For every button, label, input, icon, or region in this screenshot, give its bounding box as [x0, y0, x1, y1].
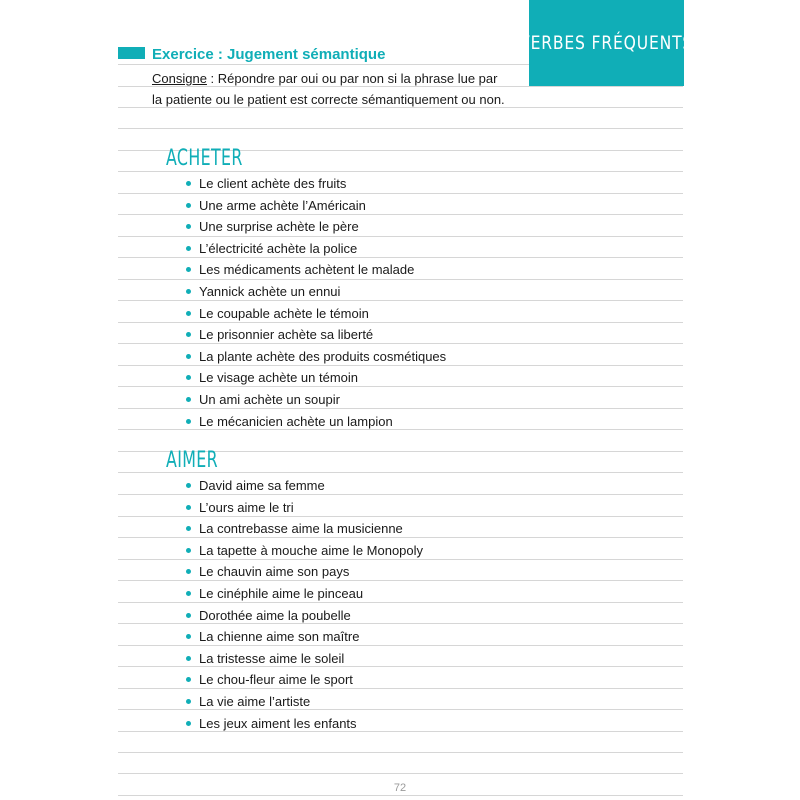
consigne-label: Consigne — [152, 71, 207, 86]
list-item — [186, 370, 358, 385]
list-item — [186, 694, 310, 709]
section-title-acheter: ACHETER — [166, 146, 243, 171]
list-item-text: Un ami achète un soupir — [199, 392, 340, 407]
ruled-line — [118, 494, 683, 495]
list-item — [186, 651, 344, 666]
list-item-text: La tapette à mouche aime le Monopoly — [199, 542, 424, 558]
bullet-icon — [186, 634, 191, 639]
ruled-line — [118, 602, 683, 603]
ruled-line — [118, 516, 683, 517]
bullet-icon — [186, 397, 191, 402]
ruled-line — [118, 279, 683, 280]
list-item — [186, 521, 403, 536]
ruled-line — [118, 429, 683, 430]
list-item-text: Une arme achète l’Américain — [199, 197, 366, 213]
list-item — [186, 478, 325, 493]
bullet-icon — [186, 548, 191, 553]
list-item-text: Le mécanicien achète un lampion — [199, 413, 393, 429]
ruled-line — [118, 300, 683, 301]
bullet-icon — [186, 656, 191, 661]
ruled-line — [118, 688, 683, 689]
list-item — [186, 629, 359, 644]
ruled-line — [118, 386, 683, 387]
bullet-icon — [186, 354, 191, 359]
list-item — [186, 672, 353, 687]
bullet-icon — [186, 181, 191, 186]
list-item — [186, 564, 349, 579]
ruled-line — [118, 666, 683, 667]
ruled-line — [118, 731, 683, 732]
bullet-icon — [186, 246, 191, 251]
list-item — [186, 349, 446, 364]
list-item — [186, 327, 373, 342]
exercise-marker — [118, 47, 145, 59]
page-number: 72 — [393, 782, 407, 794]
list-item — [186, 500, 294, 515]
bullet-icon — [186, 289, 191, 294]
list-item — [186, 219, 359, 234]
ruled-line — [118, 236, 683, 237]
ruled-line — [118, 773, 683, 774]
exercise-title: Exercice : Jugement sémantique — [152, 46, 386, 63]
ruled-line — [118, 86, 683, 87]
ruled-line — [118, 795, 683, 796]
list-item-text: Yannick achète un ennui — [199, 284, 341, 299]
list-item-text: Les médicaments achètent le malade — [199, 262, 415, 278]
list-item-text: Le client achète des fruits — [199, 176, 347, 191]
bullet-icon — [186, 569, 191, 574]
list-item — [186, 306, 369, 321]
ruled-line — [118, 193, 683, 194]
bullet-icon — [186, 677, 191, 682]
instruction-line-2: la patiente ou le patient est correcte sémantiquement ou non. — [152, 92, 505, 107]
ruled-line — [118, 171, 683, 172]
bullet-icon — [186, 721, 191, 726]
bullet-icon — [186, 505, 191, 510]
ruled-line — [118, 128, 683, 129]
bullet-icon — [186, 224, 191, 229]
bullet-icon — [186, 311, 191, 316]
ruled-line — [118, 107, 683, 108]
ruled-line — [118, 537, 683, 538]
bullet-icon — [186, 699, 191, 704]
list-item — [186, 241, 357, 256]
list-item — [186, 543, 423, 558]
instruction-line-1 — [152, 71, 497, 86]
chapter-banner-label: VERBES FRÉQUENTS — [519, 32, 694, 54]
ruled-line — [118, 580, 683, 581]
list-item — [186, 198, 366, 213]
chapter-banner — [519, 0, 694, 86]
list-item — [186, 176, 346, 191]
bullet-icon — [186, 591, 191, 596]
list-item-text: Dorothée aime la poubelle — [199, 607, 351, 623]
bullet-icon — [186, 613, 191, 618]
list-item — [186, 284, 340, 299]
ruled-line — [118, 408, 683, 409]
list-item-text: Une surprise achète le père — [199, 219, 359, 235]
ruled-line — [118, 623, 683, 624]
list-item-text: Les jeux aiment les enfants — [199, 715, 357, 731]
bullet-icon — [186, 419, 191, 424]
bullet-icon — [186, 267, 191, 272]
list-item-text: David aime sa femme — [199, 478, 325, 493]
list-item-text: Le cinéphile aime le pinceau — [199, 586, 364, 601]
ruled-line — [118, 709, 683, 710]
list-item-text: Le coupable achète le témoin — [199, 305, 369, 321]
list-item — [186, 414, 393, 429]
list-item-text: La vie aime l’artiste — [199, 694, 311, 709]
ruled-line — [118, 559, 683, 560]
ruled-line — [118, 365, 683, 366]
ruled-line — [118, 257, 683, 258]
list-item-text: La tristesse aime le soleil — [199, 650, 345, 666]
list-item — [186, 586, 363, 601]
ruled-line — [118, 322, 683, 323]
ruled-line — [118, 752, 683, 753]
ruled-line — [118, 343, 683, 344]
bullet-icon — [186, 203, 191, 208]
list-item — [186, 608, 351, 623]
ruled-line — [118, 645, 683, 646]
list-item-text: Le chauvin aime son pays — [199, 564, 350, 580]
bullet-icon — [186, 483, 191, 488]
list-item-text: Le visage achète un témoin — [199, 370, 358, 386]
list-item-text: Le chou-fleur aime le sport — [199, 672, 353, 688]
consigne-text-1: : Répondre par oui ou par non si la phrase lue par — [206, 71, 498, 86]
list-item — [186, 262, 414, 277]
list-item — [186, 392, 340, 407]
list-item-text: La plante achète des produits cosmétiques — [199, 348, 447, 364]
section-title-aimer: AIMER — [166, 448, 218, 473]
list-item-text: La chienne aime son maître — [199, 629, 360, 645]
list-item-text: Le prisonnier achète sa liberté — [199, 327, 374, 343]
ruled-line — [118, 214, 683, 215]
list-item — [186, 716, 357, 731]
bullet-icon — [186, 526, 191, 531]
list-item-text: La contrebasse aime la musicienne — [199, 521, 403, 537]
list-item-text: L’électricité achète la police — [199, 240, 358, 256]
bullet-icon — [186, 332, 191, 337]
list-item-text: L’ours aime le tri — [199, 499, 294, 515]
bullet-icon — [186, 375, 191, 380]
